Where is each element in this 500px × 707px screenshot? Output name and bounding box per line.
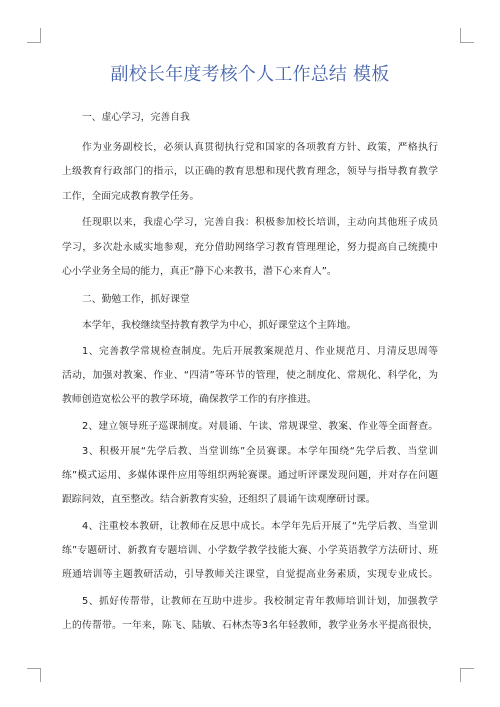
heading-line: 一、虚心学习，完善自我 [82,112,190,123]
paragraph [62,440,438,513]
paragraph [62,590,438,639]
crop-mark-top-right-horizontal [460,42,474,43]
paragraph-line: 4、注重校本教研，让教师在反思中成长。本学年先后开展了“先学后教、当堂训 [82,520,438,532]
paragraph-line: 1、完善教学常规检查制度。先后开展教案规范月、作业规范月、月清反思周等 [82,345,438,357]
paragraph-line: 教师创造宽松公平的教学环境，确保教学工作的有序推进。 [62,394,317,406]
paragraph [62,211,438,284]
paragraph-line: 本学年，我校继续坚持教育教学为中心，抓好课堂这个主阵地。 [82,319,357,331]
section-heading [62,288,438,312]
document-body [62,106,438,638]
paragraph [62,415,438,439]
paragraph-line: 练”专题研讨、新教育专题培训、小学数学教学技能大赛、小学英语教学方法研讨、班 [62,544,438,556]
paragraph-line: 任现职以来，我虚心学习，完善自我：积极参加校长培训，主动向其他班子成员 [82,217,438,229]
section-heading [62,106,438,130]
paragraph [62,340,438,413]
paragraph [62,314,438,338]
paragraph [62,136,438,209]
paragraph-line: 工作，全面完成教育教学任务。 [62,190,200,202]
paragraph-line: 班通培训等主题教研活动，引导教师关注课堂，自觉提高业务素质，实现专业成长。 [62,569,438,581]
heading-line: 二、勤勉工作，抓好课堂 [82,293,190,305]
paragraph-line: 上级教育行政部门的指示，以正确的教育思想和现代教育理念，领导与指导教育教学 [62,166,438,178]
crop-mark-top-right-vertical [460,28,461,42]
paragraph-line: 跟踪问效，直至整改。结合新教育实验，还组织了晨诵午读观摩研讨课。 [62,494,376,506]
paragraph-line: 2、建立领导班子巡课制度。对晨诵、午读、常规课堂、教案、作业等全面督查。 [82,420,438,432]
crop-mark-bottom-left-vertical [40,668,41,682]
paragraph-line: 5、抓好传帮带，让教师在互助中进步。我校制定青年教师培训计划，加强教学 [82,595,438,607]
paragraph-line: 学习，多次赴永威实地参观，充分借助网络学习教育管理理论，努力提高自己统揽中 [62,241,438,253]
crop-mark-bottom-right-vertical [460,668,461,682]
crop-mark-top-left-horizontal [27,42,41,43]
crop-mark-bottom-left-horizontal [27,668,41,669]
paragraph-line: 练”模式运用、多媒体课件应用等组织两轮赛课。通过听评课发现问题，并对存在问题 [62,470,438,482]
paragraph-line: 活动，加强对教案、作业、“四清”等环节的管理，使之制度化、常规化、科学化，为 [62,370,438,382]
paragraph-line: 上的传帮带。一年来，陈飞、陆敏、石林杰等3名年轻教师，教学业务水平提高很快， [62,620,438,632]
crop-mark-top-left-vertical [40,28,41,42]
paragraph [62,515,438,588]
paragraph-line: 3、积极开展“先学后教、当堂训练”全员赛课。本学年围绕“先学后教、当堂训 [82,445,438,457]
paragraph-line: 作为业务副校长，必须认真贯彻执行党和国家的各项教育方针、政策，严格执行 [82,141,438,153]
paragraph-line: 心小学业务全局的能力，真正“静下心来教书，潜下心来育人”。 [62,266,337,278]
crop-mark-bottom-right-horizontal [460,668,474,669]
document-title: 副校长年度考核个人工作总结 模板 [110,64,390,85]
